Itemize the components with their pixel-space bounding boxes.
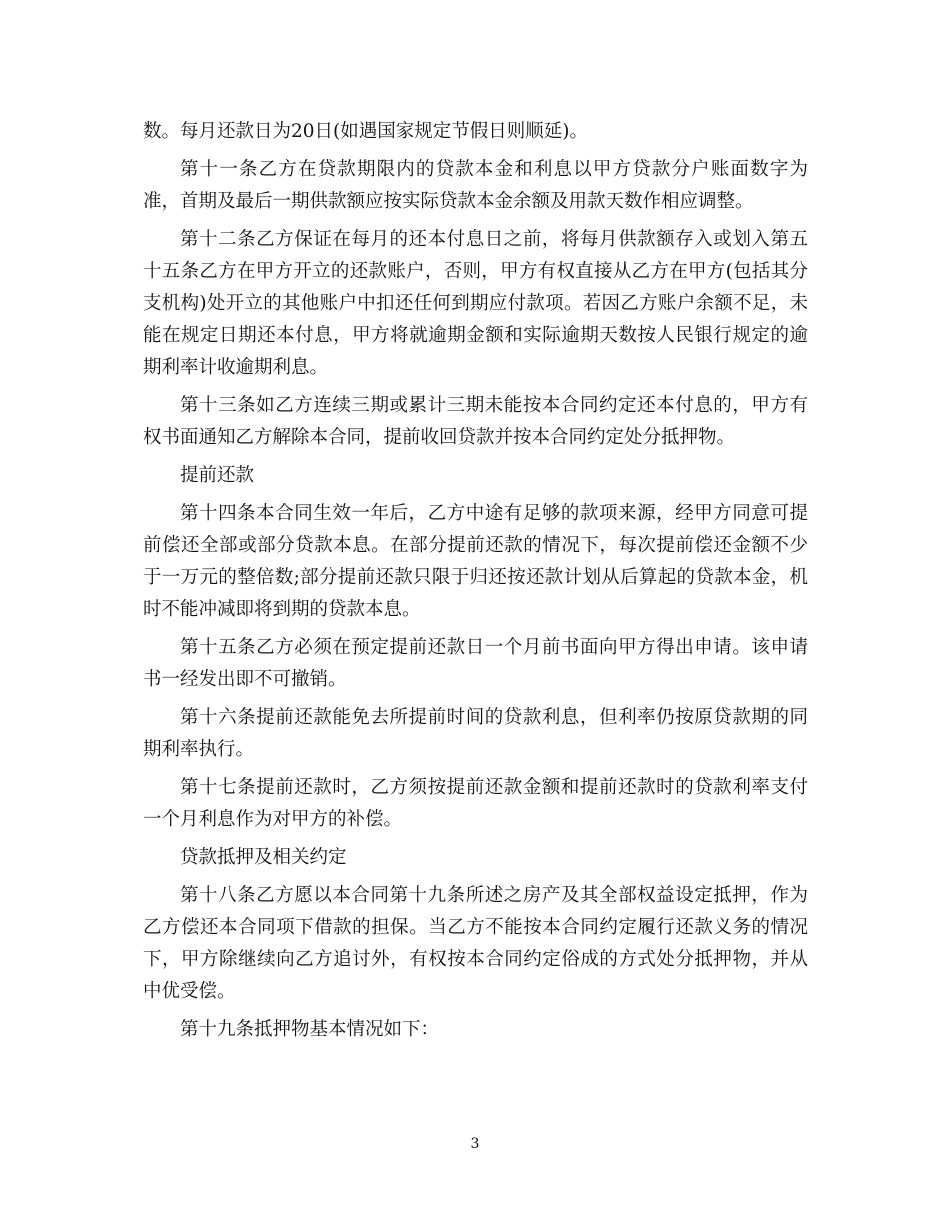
paragraph-article-19: 第十九条抵押物基本情况如下： — [180, 1019, 440, 1040]
paragraph-continuation: 数。每月还款日为20日(如遇国家规定节假日则顺延)。 — [143, 121, 588, 142]
paragraph-article-14: 第十四条本合同生效一年后，乙方中途有足够的款项来源，经甲方同意可提前偿还全部或部分贷款本息。在部分提前还款的情况下，每次提前偿还金额不少于一万元的整倍数;部分提前还款只限于归还按还款计划从后算起的贷款本金，机时不能冲减即将到期的贷款本息。 — [143, 503, 808, 620]
document-body — [143, 116, 808, 1052]
paragraph-article-13: 第十三条如乙方连续三期或累计三期未能按本合同约定还本付息的，甲方有权书面通知乙方解除本合同，提前收回贷款并按本合同约定处分抵押物。 — [143, 395, 808, 448]
paragraph-article-16: 第十六条提前还款能免去所提前时间的贷款利息，但利率仍按原贷款期的同期利率执行。 — [143, 707, 808, 760]
paragraph-article-15: 第十五条乙方必须在预定提前还款日一个月前书面向甲方得出申请。该申请书一经发出即不可撤销。 — [143, 637, 808, 690]
section-heading-mortgage: 贷款抵押及相关约定 — [180, 847, 347, 868]
paragraph-article-11: 第十一条乙方在贷款期限内的贷款本金和利息以甲方贷款分户账面数字为准，首期及最后一期供款额应按实际贷款本金余额及用款天数作相应调整。 — [143, 159, 808, 212]
section-heading-prepayment: 提前还款 — [180, 465, 255, 486]
paragraph-article-12: 第十二条乙方保证在每月的还本付息日之前，将每月供款额存入或划入第五十五条乙方在甲方开立的还款账户，否则，甲方有权直接从乙方在甲方(包括其分支机构)处开立的其他账户中扣还任何到期应付款项。若因乙方账户余额不足，未能在规定日期还本付息，甲方将就逾期金额和实际逾期天数按人民银行规定的逾期利率计收逾期利息。 — [143, 229, 808, 378]
paragraph-article-17: 第十七条提前还款时，乙方须按提前还款金额和提前还款时的贷款利率支付一个月利息作为对甲方的补偿。 — [143, 777, 808, 830]
page-number: 3 — [470, 1136, 480, 1152]
paragraph-article-18: 第十八条乙方愿以本合同第十九条所述之房产及其全部权益设定抵押，作为乙方偿还本合同项下借款的担保。当乙方不能按本合同约定履行还款义务的情况下，甲方除继续向乙方追讨外，有权按本合同约定俗成的方式处分抵押物，并从中优受偿。 — [143, 885, 808, 1002]
